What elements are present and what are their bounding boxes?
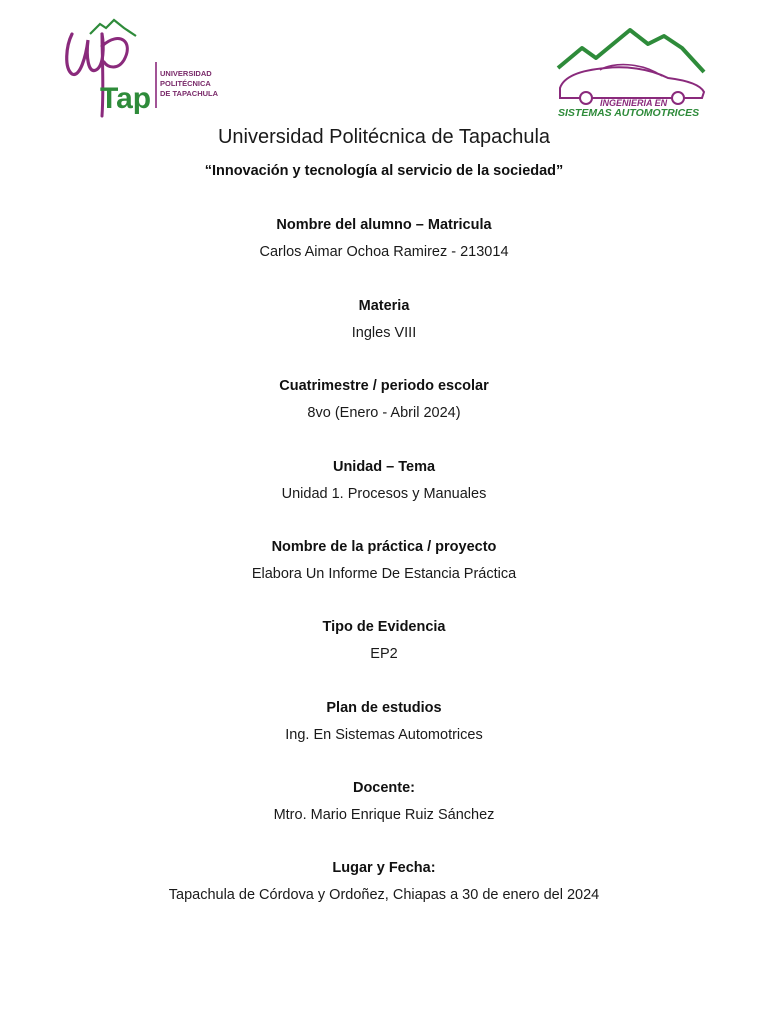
field-value: 8vo (Enero - Abril 2024)	[307, 405, 461, 421]
field-subject	[0, 297, 768, 342]
field-label: Docente:	[352, 780, 416, 796]
field-label: Nombre de la práctica / proyecto	[271, 539, 497, 555]
field-label: Cuatrimestre / periodo escolar	[279, 378, 489, 394]
field-value: Carlos Aimar Ochoa Ramirez - 213014	[259, 244, 509, 260]
isa-logo-line-1: INGENIERIA EN	[600, 98, 668, 108]
field-value: Elabora Un Informe De Estancia Práctica	[251, 566, 517, 582]
field-label: Tipo de Evidencia	[322, 619, 446, 635]
upt-logo-line-1: UNIVERSIDAD	[160, 69, 212, 78]
field-label: Nombre del alumno – Matricula	[276, 217, 492, 233]
field-value: EP2	[370, 646, 398, 662]
field-label: Unidad – Tema	[332, 459, 436, 475]
field-value: Ing. En Sistemas Automotrices	[285, 727, 483, 743]
upt-logo-line-3: DE TAPACHULA	[160, 89, 219, 98]
field-value: Tapachula de Córdova y Ordoñez, Chiapas a 30 de enero del 2024	[168, 887, 600, 903]
university-motto: “Innovación y tecnología al servicio de la sociedad”	[204, 163, 564, 179]
field-practice	[0, 538, 768, 583]
university-title: Universidad Politécnica de Tapachula	[217, 126, 551, 148]
field-label: Materia	[358, 298, 410, 314]
field-unit	[0, 458, 768, 503]
field-value: Unidad 1. Procesos y Manuales	[281, 486, 487, 502]
field-label: Lugar y Fecha:	[332, 860, 436, 876]
field-value: Ingles VIII	[351, 325, 417, 341]
field-place-date	[0, 859, 768, 904]
field-label: Plan de estudios	[326, 700, 442, 716]
field-evidence-type	[0, 618, 768, 663]
field-value: Mtro. Mario Enrique Ruiz Sánchez	[273, 807, 495, 823]
upt-logo-brand: Tap	[100, 82, 152, 115]
upt-logo-line-2: POLITÉCNICA	[160, 79, 211, 88]
field-study-plan	[0, 699, 768, 744]
field-student	[0, 216, 768, 261]
isa-logo	[552, 26, 712, 120]
isa-logo-line-2: SISTEMAS AUTOMOTRICES	[558, 107, 700, 119]
field-term	[0, 377, 768, 422]
field-teacher	[0, 779, 768, 824]
upt-logo	[62, 16, 222, 126]
